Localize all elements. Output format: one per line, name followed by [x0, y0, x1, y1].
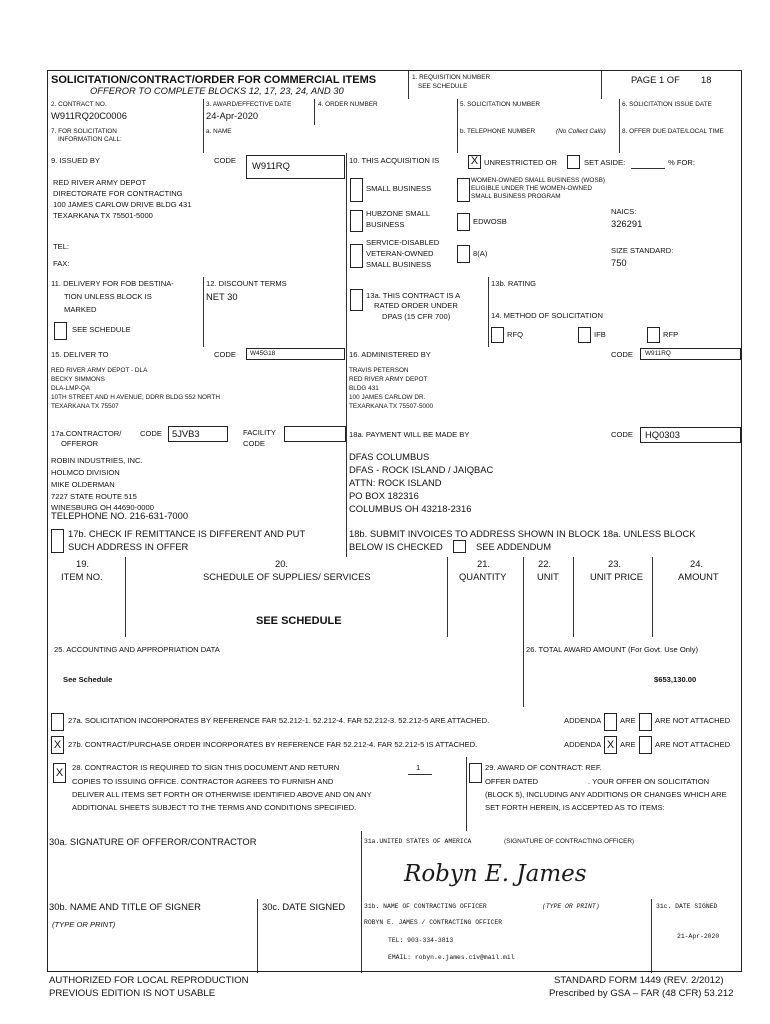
award-date-label: 3. AWARD/EFFECTIVE DATE — [206, 101, 292, 108]
rated-order-label: DPAS (15 CFR 700) — [382, 312, 451, 321]
eight-a-label: 8(A) — [473, 249, 488, 258]
deliver-to-line: DLA-LMP-QA — [51, 385, 91, 392]
are-label: ARE — [620, 716, 636, 725]
clause-27a-checkbox[interactable] — [51, 713, 64, 731]
contractor-code: 5JVB3 — [172, 428, 200, 439]
see-schedule-label: SEE SCHEDULE — [72, 325, 131, 334]
unrestricted-checkbox[interactable]: X — [468, 155, 481, 169]
date-signed-label: 30c. DATE SIGNED — [262, 901, 346, 912]
col-item-no: ITEM NO. — [61, 571, 103, 582]
officer-tel: TEL: 903-334-3813 — [388, 937, 454, 944]
block-28-checkbox[interactable]: X — [53, 763, 66, 783]
eight-a-checkbox[interactable] — [457, 245, 470, 263]
invoice-label: BELOW IS CHECKED — [349, 541, 443, 552]
issued-by-line: 100 JAMES CARLOW DRIVE BLDG 431 — [53, 200, 192, 209]
discount-value: NET 30 — [206, 291, 238, 302]
total-award-value: $653,130.00 — [654, 675, 697, 684]
signer-name-note: (TYPE OR PRINT) — [52, 920, 116, 929]
rfq-label: RFQ — [507, 330, 524, 339]
page-label: PAGE 1 OF — [631, 74, 680, 85]
sdvosb-label: SMALL BUSINESS — [366, 260, 432, 269]
footer-previous-edition: PREVIOUS EDITION IS NOT USABLE — [49, 988, 216, 999]
rated-order-label: RATED ORDER UNDER — [374, 301, 458, 310]
addenda-label: ADDENDA — [564, 716, 602, 725]
administered-by-code: W911RQ — [645, 350, 671, 357]
phone-label: b. TELEPHONE NUMBER — [460, 128, 536, 135]
edwosb-label: EDWOSB — [473, 217, 507, 226]
addenda-label: ADDENDA — [564, 740, 602, 749]
block-28-line: COPIES TO ISSUING OFFICE. CONTRACTOR AGREES TO FURNISH AND — [72, 777, 334, 786]
block-28-line: 28. CONTRACTOR IS REQUIRED TO SIGN THIS DOCUMENT AND RETURN — [72, 763, 340, 772]
divider — [203, 99, 204, 125]
block-29-checkbox[interactable] — [469, 763, 482, 783]
are-label: ARE — [620, 740, 636, 749]
deliver-to-label: 15. DELIVER TO — [51, 350, 109, 359]
delivery-label: MARKED — [64, 305, 97, 314]
footer-form-number: STANDARD FORM 1449 (REV. 2/2012) — [554, 975, 724, 986]
block-29-line: OFFER DATED — [485, 777, 539, 786]
deliver-to-code: W45G18 — [250, 350, 276, 357]
divider — [203, 125, 204, 153]
percent-for-label: % FOR: — [668, 158, 696, 167]
clause-27a-are-not-checkbox[interactable] — [639, 713, 652, 731]
administered-by-line: 100 JAMES CARLOW DR. — [349, 394, 426, 401]
deliver-to-line: TEXARKANA TX 75507 — [51, 403, 119, 410]
officer-name-label: 31b. NAME OF CONTRACTING OFFICER — [364, 903, 487, 910]
contractor-label: OFFEROR — [61, 439, 99, 448]
payment-line: DFAS COLUMBUS — [349, 451, 430, 462]
administered-by-label: 16. ADMINISTERED BY — [349, 350, 431, 359]
ifb-label: IFB — [594, 330, 606, 339]
unrestricted-label: UNRESTRICTED OR — [484, 158, 557, 167]
payment-line: COLUMBUS OH 43218-2316 — [349, 503, 472, 514]
fax-label: FAX: — [53, 259, 70, 268]
col-22-num: 22. — [538, 558, 552, 569]
divider — [203, 277, 204, 347]
wosb-label: ELIGIBLE UNDER THE WOMEN-OWNED — [471, 185, 592, 192]
small-business-checkbox[interactable] — [350, 178, 363, 202]
addendum-label: SEE ADDENDUM — [476, 541, 552, 552]
payment-code-label: CODE — [611, 430, 633, 439]
solicitation-no-label: 5. SOLICITATION NUMBER — [460, 101, 541, 108]
wosb-label: WOMEN-OWNED SMALL BUSINESS (WOSB) — [471, 177, 605, 184]
contractor-line: HOLMCO DIVISION — [51, 468, 120, 477]
administered-by-line: RED RIVER ARMY DEPOT — [349, 376, 428, 383]
facility-code-label: FACILITY — [243, 428, 276, 437]
size-standard-value: 750 — [611, 257, 627, 268]
contractor-line: WINESBURG OH 44690-0000 — [51, 503, 154, 512]
block-28-line: DELIVER ALL ITEMS SET FORTH OR OTHERWISE IDENTIFIED ABOVE AND ON ANY — [72, 790, 372, 799]
col-20-num: 20. — [275, 558, 289, 569]
discount-label: 12. DISCOUNT TERMS — [206, 279, 287, 288]
clause-27b-are-checkbox[interactable]: X — [604, 736, 617, 754]
clause-27a-are-checkbox[interactable] — [604, 713, 617, 731]
divider — [651, 899, 652, 973]
deliver-to-line: 10TH STREET AND H AVENUE; DDRR BLDG 552 NORTH — [51, 394, 221, 401]
phone-note: (No Collect Calls) — [556, 128, 606, 135]
signature-usa-label: 31a.UNITED STATES OF AMERICA — [364, 838, 472, 845]
sdvosb-label: SERVICE-DISABLED — [366, 238, 440, 247]
divider — [457, 125, 458, 153]
sdvosb-checkbox[interactable] — [350, 244, 363, 268]
administered-by-code-label: CODE — [611, 350, 633, 359]
divider — [457, 99, 458, 125]
payment-label: 18a. PAYMENT WILL BE MADE BY — [349, 430, 470, 439]
deliver-to-code-label: CODE — [214, 350, 236, 359]
divider — [361, 831, 362, 973]
remittance-label: SUCH ADDRESS IN OFFER — [68, 541, 189, 552]
issued-by-code-label: CODE — [214, 156, 236, 165]
requisition-value: SEE SCHEDULE — [418, 83, 468, 90]
signature-officer-note: (SIGNATURE OF CONTRACTING OFFICER) — [504, 838, 635, 845]
col-unit-price: UNIT PRICE — [590, 571, 643, 582]
clause-27b-checkbox[interactable]: X — [51, 736, 64, 754]
order-no-label: 4. ORDER NUMBER — [318, 101, 378, 108]
contractor-line: 7227 STATE ROUTE 515 — [51, 492, 137, 501]
rfp-label: RFP — [663, 330, 679, 339]
divider — [523, 557, 524, 707]
small-business-label: SMALL BUSINESS — [366, 184, 432, 193]
divider — [314, 99, 315, 125]
requisition-label: 1. REQUISITION NUMBER — [412, 74, 491, 81]
clause-27b-are-not-checkbox[interactable] — [639, 736, 652, 754]
ifb-checkbox[interactable] — [578, 327, 591, 343]
rfq-checkbox[interactable] — [491, 327, 504, 343]
issued-by-line: TEXARKANA TX 75501-5000 — [53, 211, 153, 220]
rating-label: 13b. RATING — [491, 279, 537, 288]
block-28-line: ADDITIONAL SHEETS SUBJECT TO THE TERMS AND CONDITIONS SPECIFIED. — [72, 803, 357, 812]
block-29-line: SET FORTH HEREIN, IS ACCEPTED AS TO ITEMS: — [485, 803, 665, 812]
divider — [601, 71, 602, 99]
accounting-label: 25. ACCOUNTING AND APPROPRIATION DATA — [54, 645, 220, 654]
info-call-label: 7. FOR SOLICITATION — [51, 128, 117, 135]
delivery-label: 11. DELIVERY FOR FOB DESTINA- — [51, 279, 174, 288]
remittance-label: 17b. CHECK IF REMITTANCE IS DIFFERENT AND PUT — [68, 528, 306, 539]
contractor-label: 17a.CONTRACTOR/ — [51, 429, 122, 438]
rated-order-label: 13a. THIS CONTRACT IS A — [366, 291, 461, 300]
clause-27a-text: 27a. SOLICITATION INCORPORATES BY REFERENCE FAR 52.212-1. 52.212-4. FAR 52.212-3. 52.212-5 ARE ATTACHED. — [68, 716, 490, 725]
form-title: SOLICITATION/CONTRACT/ORDER FOR COMMERCIAL ITEMS — [51, 74, 377, 86]
contractor-code-label: CODE — [140, 429, 162, 438]
method-label: 14. METHOD OF SOLICITATION — [491, 311, 603, 320]
block-29-line: (BLOCK 5), INCLUDING ANY ADDITIONS OR CHANGES WHICH ARE — [485, 790, 727, 799]
footer-prescribed-by: Prescribed by GSA – FAR (48 CFR) 53.212 — [549, 988, 734, 999]
edwosb-checkbox[interactable] — [457, 213, 470, 231]
page-total: 18 — [701, 74, 712, 85]
payment-line: ATTN: ROCK ISLAND — [349, 477, 442, 488]
administered-by-line: TRAVIS PETERSON — [349, 367, 409, 374]
clause-27b-text: 27b. CONTRACT/PURCHASE ORDER INCORPORATES BY REFERENCE FAR 52.212-4. FAR 52.212-5 IS ATTACHED. — [68, 740, 478, 749]
invoice-label: 18b. SUBMIT INVOICES TO ADDRESS SHOWN IN BLOCK 18a. UNLESS BLOCK — [349, 528, 696, 539]
col-amount: AMOUNT — [678, 571, 719, 582]
divider — [408, 71, 409, 99]
col-19-num: 19. — [76, 558, 90, 569]
total-award-label: 26. TOTAL AWARD AMOUNT (For Govt. Use Only) — [526, 645, 699, 654]
issued-by-code: W911RQ — [252, 160, 290, 171]
rfp-checkbox[interactable] — [647, 327, 660, 343]
are-not-label: ARE NOT ATTACHED — [655, 740, 731, 749]
naics-value: 326291 — [611, 218, 643, 229]
contract-no-label: 2. CONTRACT NO. — [51, 101, 107, 108]
officer-name: ROBYN E. JAMES / CONTRACTING OFFICER — [364, 919, 503, 926]
deliver-to-line: BECKY SIMMONS — [51, 376, 105, 383]
payment-code: HQ0303 — [645, 429, 680, 440]
set-aside-line — [631, 168, 665, 169]
contractor-telephone: TELEPHONE NO. 216-631-7000 — [51, 510, 189, 521]
rated-order-checkbox[interactable] — [350, 289, 363, 311]
remittance-checkbox[interactable] — [51, 529, 64, 553]
divider — [447, 557, 448, 637]
wosb-label: SMALL BUSINESS PROGRAM — [471, 193, 561, 200]
contractor-line: ROBIN INDUSTRIES, INC. — [51, 456, 143, 465]
award-date-value: 24-Apr-2020 — [206, 110, 259, 121]
are-not-label: ARE NOT ATTACHED — [655, 716, 731, 725]
payment-line: PO BOX 182316 — [349, 490, 419, 501]
administered-by-line: TEXARKANA TX 75507-5000 — [349, 403, 434, 410]
col-24-num: 24. — [690, 558, 704, 569]
set-aside-checkbox[interactable] — [567, 155, 580, 169]
sdvosb-label: VETERAN-OWNED — [366, 249, 434, 258]
payment-line: DFAS - ROCK ISLAND / JAIQBAC — [349, 464, 494, 475]
signature-offeror-label: 30a. SIGNATURE OF OFFEROR/CONTRACTOR — [49, 836, 257, 847]
divider — [488, 277, 489, 347]
tel-label: TEL: — [53, 242, 70, 251]
officer-date: 21-Apr-2020 — [677, 933, 720, 940]
addendum-checkbox[interactable] — [453, 540, 466, 553]
acquisition-label: 10. THIS ACQUISITION IS — [349, 156, 440, 165]
size-standard-label: SIZE STANDARD: — [611, 246, 674, 255]
divider — [573, 557, 574, 637]
contract-no-value: W911RQ20C0006 — [51, 110, 127, 121]
issued-by-line: RED RIVER ARMY DEPOT — [53, 178, 147, 187]
administered-by-line: BLDG 431 — [349, 385, 379, 392]
block-28-copies: 1 — [416, 763, 421, 772]
divider — [125, 557, 126, 637]
copies-underline — [408, 774, 432, 775]
issued-by-line: DIRECTORATE FOR CONTRACTING — [53, 189, 183, 198]
sf1449-form — [47, 70, 742, 972]
officer-email: EMAIL: robyn.e.james.civ@mail.mil — [388, 954, 515, 961]
wosb-checkbox[interactable] — [457, 178, 470, 202]
deliver-to-line: RED RIVER ARMY DEPOT - DLA — [51, 367, 148, 374]
col-21-num: 21. — [477, 558, 491, 569]
officer-name-note: (TYPE OR PRINT) — [542, 903, 600, 910]
see-schedule-checkbox[interactable] — [54, 322, 67, 340]
divider — [652, 557, 653, 637]
see-schedule-main: SEE SCHEDULE — [256, 615, 342, 627]
offer-due-label: 8. OFFER DUE DATE/LOCAL TIME — [622, 128, 724, 135]
divider — [257, 899, 258, 973]
facility-code-box — [284, 426, 346, 442]
col-supplies: SCHEDULE OF SUPPLIES/ SERVICES — [203, 571, 371, 582]
naics-label: NAICS: — [611, 207, 637, 216]
officer-date-label: 31c. DATE SIGNED — [656, 903, 718, 910]
accounting-value: See Schedule — [63, 675, 113, 684]
contractor-line: MIKE OLDERMAN — [51, 480, 115, 489]
signer-name-label: 30b. NAME AND TITLE OF SIGNER — [49, 901, 201, 912]
block-29-offer-tail: . YOUR OFFER ON SOLICITATION — [588, 777, 710, 786]
col-23-num: 23. — [608, 558, 622, 569]
hubzone-checkbox[interactable] — [350, 210, 363, 232]
delivery-label: TION UNLESS BLOCK IS — [64, 292, 152, 301]
divider — [346, 153, 347, 557]
name-label: a. NAME — [206, 128, 232, 135]
col-unit: UNIT — [537, 571, 559, 582]
issued-by-label: 9. ISSUED BY — [51, 156, 100, 165]
divider — [619, 99, 620, 153]
divider — [466, 757, 467, 831]
col-quantity: QUANTITY — [459, 571, 507, 582]
set-aside-label: SET ASIDE: — [584, 158, 626, 167]
issue-date-label: 6. SOLICITATION ISSUE DATE — [622, 101, 712, 108]
info-call-label-2: INFORMATION CALL: — [58, 136, 122, 143]
hubzone-label: HUBZONE SMALL — [366, 209, 431, 218]
form-subtitle: OFFEROR TO COMPLETE BLOCKS 12, 17, 23, 24, AND 30 — [90, 85, 344, 96]
officer-signature: Robyn E. James — [404, 861, 587, 887]
facility-code-label: CODE — [243, 439, 265, 448]
hubzone-label: BUSINESS — [366, 220, 405, 229]
footer-reproduction: AUTHORIZED FOR LOCAL REPRODUCTION — [49, 975, 249, 986]
block-29-line: 29. AWARD OF CONTRACT: REF. — [485, 763, 602, 772]
